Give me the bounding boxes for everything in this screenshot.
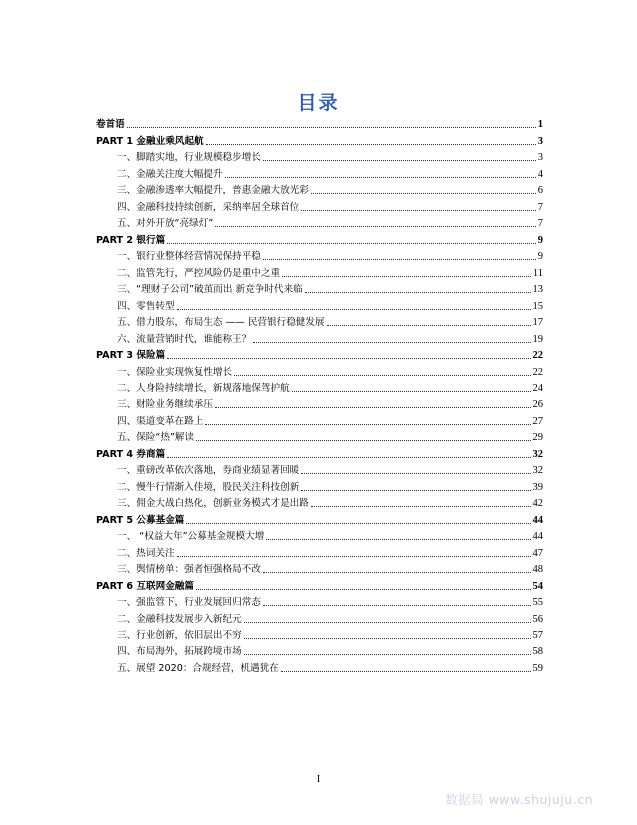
- toc-subsection-entry[interactable]: [96, 461, 543, 477]
- toc-entry-label: 四、金融科技持续创新，采纳率居全球首位: [117, 201, 300, 213]
- toc-entry-page: 24: [532, 382, 543, 394]
- toc-subsection-entry[interactable]: [96, 247, 543, 263]
- toc-dot-leader: [327, 325, 531, 326]
- toc-entry-page: 55: [532, 597, 543, 609]
- toc-subsection-entry[interactable]: [96, 214, 543, 230]
- toc-dot-leader: [282, 276, 531, 277]
- toc-entry-page: 19: [532, 333, 543, 345]
- toc-entry-page: 22: [532, 366, 543, 378]
- toc-entry-page: 32: [532, 448, 543, 460]
- toc-entry-page: 44: [532, 531, 543, 543]
- toc-entry-page: 3: [537, 135, 543, 147]
- toc-entry-page: 29: [532, 432, 543, 444]
- toc-subsection-entry[interactable]: [96, 164, 543, 180]
- page-number: I: [316, 774, 321, 785]
- toc-dot-leader: [225, 177, 536, 178]
- toc-dot-leader: [263, 259, 536, 260]
- toc-subsection-entry[interactable]: [96, 411, 543, 427]
- toc-dot-leader: [167, 457, 530, 458]
- toc-entry-label: 一、脚踏实地，行业规模稳步增长: [117, 152, 261, 164]
- toc-dot-leader: [244, 638, 531, 639]
- toc-section-entry[interactable]: [96, 131, 543, 147]
- toc-dot-leader: [253, 342, 530, 343]
- toc-entry-label: 一、 “权益大年”公募基金规模大增: [117, 531, 265, 543]
- toc-subsection-entry[interactable]: [96, 280, 543, 296]
- toc-dot-leader: [215, 407, 531, 408]
- toc-section-entry[interactable]: [96, 230, 543, 246]
- toc-entry-page: 58: [532, 646, 543, 658]
- toc-dot-leader: [205, 424, 530, 425]
- toc-entry-label: 二、热词关注: [117, 547, 175, 559]
- toc-entry-page: 48: [532, 564, 543, 576]
- toc-subsection-entry[interactable]: [96, 477, 543, 493]
- toc-subsection-entry[interactable]: [96, 263, 543, 279]
- toc-dot-leader: [281, 671, 531, 672]
- toc-entry-page: 15: [532, 300, 543, 312]
- toc-entry-page: 42: [532, 498, 543, 510]
- watermark: 数据局 www.shujuju.cn: [445, 792, 593, 807]
- toc-entry-page: 3: [537, 152, 543, 164]
- toc-entry-label: 三、行业创新，依旧层出不穷: [117, 630, 242, 641]
- toc-dot-leader: [292, 391, 531, 392]
- toc-entry-page: 32: [532, 465, 543, 477]
- toc-entry-label: 一、重磅改革依次落地，券商业绩显著回暖: [117, 465, 300, 477]
- toc-subsection-entry[interactable]: [96, 658, 543, 674]
- toc-entry-label: 五、借力股东，布局生态 —— 民营银行稳健发展: [117, 317, 325, 329]
- toc-section-entry[interactable]: [96, 576, 543, 592]
- toc-subsection-entry[interactable]: [96, 296, 543, 312]
- toc-dot-leader: [301, 210, 535, 211]
- toc-subsection-entry[interactable]: [96, 181, 543, 197]
- toc-entry-label: 四、布局海外，拓展跨境市场: [117, 646, 242, 658]
- toc-dot-leader: [196, 589, 531, 590]
- toc-entry-label: 五、对外开放“亮绿灯”: [117, 218, 214, 230]
- toc-entry-page: 54: [532, 580, 543, 592]
- toc-entry-label: 一、保险业实现恢复性增长: [117, 366, 233, 378]
- toc-entry-page: 17: [532, 317, 543, 329]
- toc-dot-leader: [234, 375, 530, 376]
- toc-subsection-entry[interactable]: [96, 395, 543, 411]
- toc-entry-page: 9: [537, 234, 543, 246]
- toc-dot-leader: [301, 473, 530, 474]
- toc-subsection-entry[interactable]: [96, 527, 543, 543]
- toc-section-entry[interactable]: [96, 346, 543, 362]
- toc-entry-label: 一、强监管下，行业发展回归常态: [117, 597, 261, 609]
- toc-entry-page: 9: [537, 251, 543, 263]
- toc-subsection-entry[interactable]: [96, 362, 543, 378]
- toc-entry-label: 六、流量营销时代，谁能称王？: [117, 333, 252, 345]
- toc-entry-label: 二、慢牛行情渐入佳境，股民关注科技创新: [117, 481, 300, 493]
- toc-subsection-entry[interactable]: [96, 593, 543, 609]
- toc-entry-page: 47: [532, 547, 543, 559]
- toc-entry-label: PART 2 银行篇: [96, 234, 166, 246]
- toc-dot-leader: [177, 309, 531, 310]
- toc-entry-label: PART 3 保险篇: [96, 350, 166, 362]
- toc-entry-label: 二、金融科技发展步入新纪元: [117, 613, 242, 625]
- toc-entry-page: 7: [537, 201, 543, 213]
- toc-entry-label: 五、保险“热”解读: [117, 432, 195, 444]
- toc-entry-page: 1: [537, 119, 543, 131]
- toc-entry-label: 一、银行业整体经营情况保持平稳: [117, 251, 261, 263]
- toc-dot-leader: [244, 654, 531, 655]
- toc-dot-leader: [305, 292, 531, 293]
- toc-subsection-entry[interactable]: [96, 560, 543, 576]
- toc-subsection-entry[interactable]: [96, 543, 543, 559]
- toc-dot-leader: [167, 243, 536, 244]
- toc-dot-leader: [177, 556, 531, 557]
- toc-entry-label: 三、金融渗透率大幅提升，普惠金融大放光彩: [117, 185, 309, 197]
- toc-subsection-entry[interactable]: [96, 428, 543, 444]
- toc-entry-page: 6: [537, 185, 543, 197]
- toc-entry-label: 三、舆情榜单：强者恒强格局不改: [117, 564, 261, 576]
- toc-entry-page: 26: [532, 399, 543, 411]
- toc-entry-label: 二、人身险持续增长，新规落地保驾护航: [117, 382, 290, 394]
- toc-dot-leader: [266, 539, 530, 540]
- toc-section-entry[interactable]: [96, 510, 543, 526]
- toc-entry-label: 卷首语: [96, 119, 125, 131]
- toc-entry-page: 11: [532, 267, 543, 279]
- toc-entry-page: 39: [532, 481, 543, 493]
- toc-section-entry[interactable]: [96, 444, 543, 460]
- toc-entry-label: 二、金融关注度大幅提升: [117, 168, 223, 180]
- toc-subsection-entry[interactable]: [96, 197, 543, 213]
- toc-entry-page: 44: [532, 514, 543, 526]
- toc-dot-leader: [301, 490, 530, 491]
- toc-dot-leader: [311, 506, 531, 507]
- toc-dot-leader: [215, 226, 535, 227]
- toc-dot-leader: [186, 523, 530, 524]
- toc-subsection-entry[interactable]: [96, 379, 543, 395]
- toc-dot-leader: [263, 572, 531, 573]
- toc-section-entry[interactable]: [96, 115, 543, 131]
- toc-dot-leader: [244, 622, 531, 623]
- toc-subsection-entry[interactable]: [96, 329, 543, 345]
- toc-subsection-entry[interactable]: [96, 148, 543, 164]
- toc-entry-label: 三、佣金大战白热化，创新业务模式才是出路: [117, 498, 309, 510]
- toc-entry-label: 四、渠道变革在路上: [117, 415, 204, 427]
- toc-entry-label: PART 4 券商篇: [96, 448, 166, 460]
- toc-entry-label: PART 5 公募基金篇: [96, 514, 185, 526]
- toc-title: 目录: [297, 92, 340, 114]
- toc-subsection-entry[interactable]: [96, 494, 543, 510]
- table-of-contents: [96, 115, 543, 675]
- toc-entry-page: 22: [532, 350, 543, 362]
- toc-dot-leader: [263, 605, 531, 606]
- toc-entry-label: 四、零售转型: [117, 300, 175, 312]
- toc-dot-leader: [263, 160, 536, 161]
- toc-entry-label: PART 1 金融业乘风起航: [96, 135, 204, 147]
- toc-dot-leader: [127, 127, 536, 128]
- toc-entry-page: 27: [532, 415, 543, 427]
- toc-entry-page: 7: [537, 218, 543, 230]
- toc-entry-label: 三、“理财子公司”破茧而出 新竞争时代来临: [117, 284, 303, 296]
- toc-entry-label: 三、财险业务继续承压: [117, 399, 213, 411]
- toc-entry-page: 57: [532, 630, 543, 641]
- toc-dot-leader: [206, 144, 536, 145]
- toc-entry-page: 59: [532, 662, 543, 674]
- toc-subsection-entry[interactable]: [96, 642, 543, 658]
- toc-entry-label: 五、展望 2020：合规经营，机遇犹在: [117, 662, 279, 674]
- toc-entry-page: 13: [532, 284, 543, 296]
- toc-entry-page: 4: [537, 168, 543, 180]
- toc-entry-label: 二、监管先行，严控风险仍是重中之重: [117, 267, 281, 279]
- toc-dot-leader: [311, 193, 536, 194]
- toc-dot-leader: [167, 358, 530, 359]
- toc-subsection-entry[interactable]: [96, 313, 543, 329]
- toc-subsection-entry[interactable]: [96, 609, 543, 625]
- toc-dot-leader: [196, 440, 530, 441]
- toc-entry-page: 56: [532, 613, 543, 625]
- toc-entry-label: PART 6 互联网金融篇: [96, 580, 194, 592]
- toc-subsection-entry[interactable]: [96, 626, 543, 642]
